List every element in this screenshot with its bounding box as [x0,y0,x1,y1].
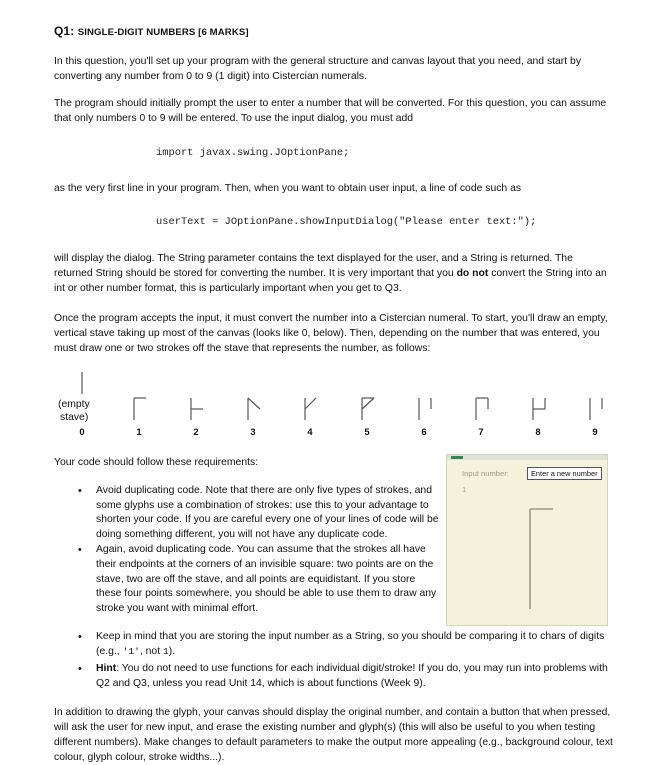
para4-before: will display the dialog. The String parameter contains the text displayed for the user, and a String is returned. The returned String should be stored for converting the number. It is very important that you [54,253,573,279]
heading-marks: [6 MARKS] [195,27,249,38]
glyph-label-2: 2 [193,426,199,437]
req3-mid: , not [139,645,163,657]
empty-label-line2: stave) [60,412,89,423]
conversion-paragraph: Once the program accepts the input, it must convert the number into a Cistercian numeral. To start, you'll draw an empty, vertical stave taking up most of the canvas (looks like 0, below). Then, depending on the number that was entered, you must draw one or two strokes off the stave that represents the number, as follows: [54,313,608,354]
intro-paragraph: In this question, you'll set up your program with the general structure and canvas layout that you need, and start by converting any number from 0 to 9 (1 digit) into Cistercian numerals. [54,56,582,82]
final-paragraph: In addition to drawing the glyph, your canvas should display the original number, and contain a button that when pressed, will ask the user for new input, and erase the existing number and glyph(s) (this will also be useful to you when testing different numbers). Make changes to default parameters to make the output more appealing (e.g., background colour, text colour, glyph colour, stroke widths...). [54,707,613,763]
input-number-label: Input number: [462,469,509,478]
input-number-value: 1 [462,485,467,494]
usage-paragraph: as the very first line in your program. Then, when you want to obtain user input, a line of code such as [54,183,522,194]
req3-code-int: 1 [162,645,169,657]
glyph-label-0: 0 [79,426,85,437]
glyph-label-9: 9 [592,426,598,437]
empty-label-line1: (empty [58,399,90,410]
hint-label: Hint [96,663,117,675]
para4-bold: do not [456,268,489,279]
glyph-label-8: 8 [535,426,541,437]
glyph-4-stroke [305,398,316,409]
return-string-paragraph [54,251,614,296]
heading-prefix: Q1: [54,24,78,38]
req3-code-char: '1' [122,645,140,657]
glyph-5-stroke-diag [362,398,374,409]
canvas-glyph [447,455,607,625]
hint-text: : You do not need to use functions for each individual digit/stroke! If you do, you may run into problems with Q2 and Q3, unless you read Unit 14, which is about functions (Week 9). [96,663,608,689]
heading-title: SINGLE-DIGIT NUMBERS [77,27,196,38]
glyph-label-6: 6 [421,426,427,437]
requirement-item-hint [54,662,614,691]
req3-end: ). [168,645,176,657]
requirement-item-char-compare [54,630,614,659]
enter-new-number-button[interactable]: Enter a new number [527,467,602,480]
requirement-item: • Avoid duplicating code. Note that there are only five types of strokes, and some glyphs use a combination of strokes: use this to your advantage to shorten your code. If you are careful every one of your lines of code will be doing something different, you will not have any duplicate code. [54,484,442,542]
glyph-label-5: 5 [364,426,370,437]
input-dialog-code-line: userText = JOptionPane.showInputDialog("Please enter text:"); [156,216,537,228]
import-code-line: import javax.swing.JOptionPane; [156,147,350,159]
requirements-intro: Your code should follow these requirements: [54,457,259,468]
glyph-3-stroke [248,398,260,409]
glyph-label-7: 7 [478,426,484,437]
cistercian-glyph-table [54,366,614,440]
prompt-paragraph: The program should initially prompt the user to enter a number that will be converted. For this question, you can assume that only numbers 0 to 9 will be entered. To use the input dialog, you must add [54,98,607,124]
req3-text: Keep in mind that you are storing the input number as a String, so you should be comparing it to chars of digits (e.g., [96,631,605,657]
canvas-demo-window [446,454,608,626]
para4-after: convert the String into an int or other number format, this is particularly important when you get to Q3. [54,268,607,294]
glyph-label-1: 1 [136,426,142,437]
glyph-label-3: 3 [250,426,256,437]
requirement-item: • Again, avoid duplicating code. You can assume that the strokes all have their endpoints at the corners of an invisible square: two points are on the stave, two are off the stave, and all points are equidistant. If you store these four points somewhere, you should be able to use them to draw any stroke you want with minimal effort. [54,543,442,616]
glyph-label-4: 4 [307,426,313,437]
question-heading [54,24,249,38]
requirements-list-continued [54,630,614,694]
empty-stave-label [58,398,90,424]
requirements-list [54,484,442,616]
